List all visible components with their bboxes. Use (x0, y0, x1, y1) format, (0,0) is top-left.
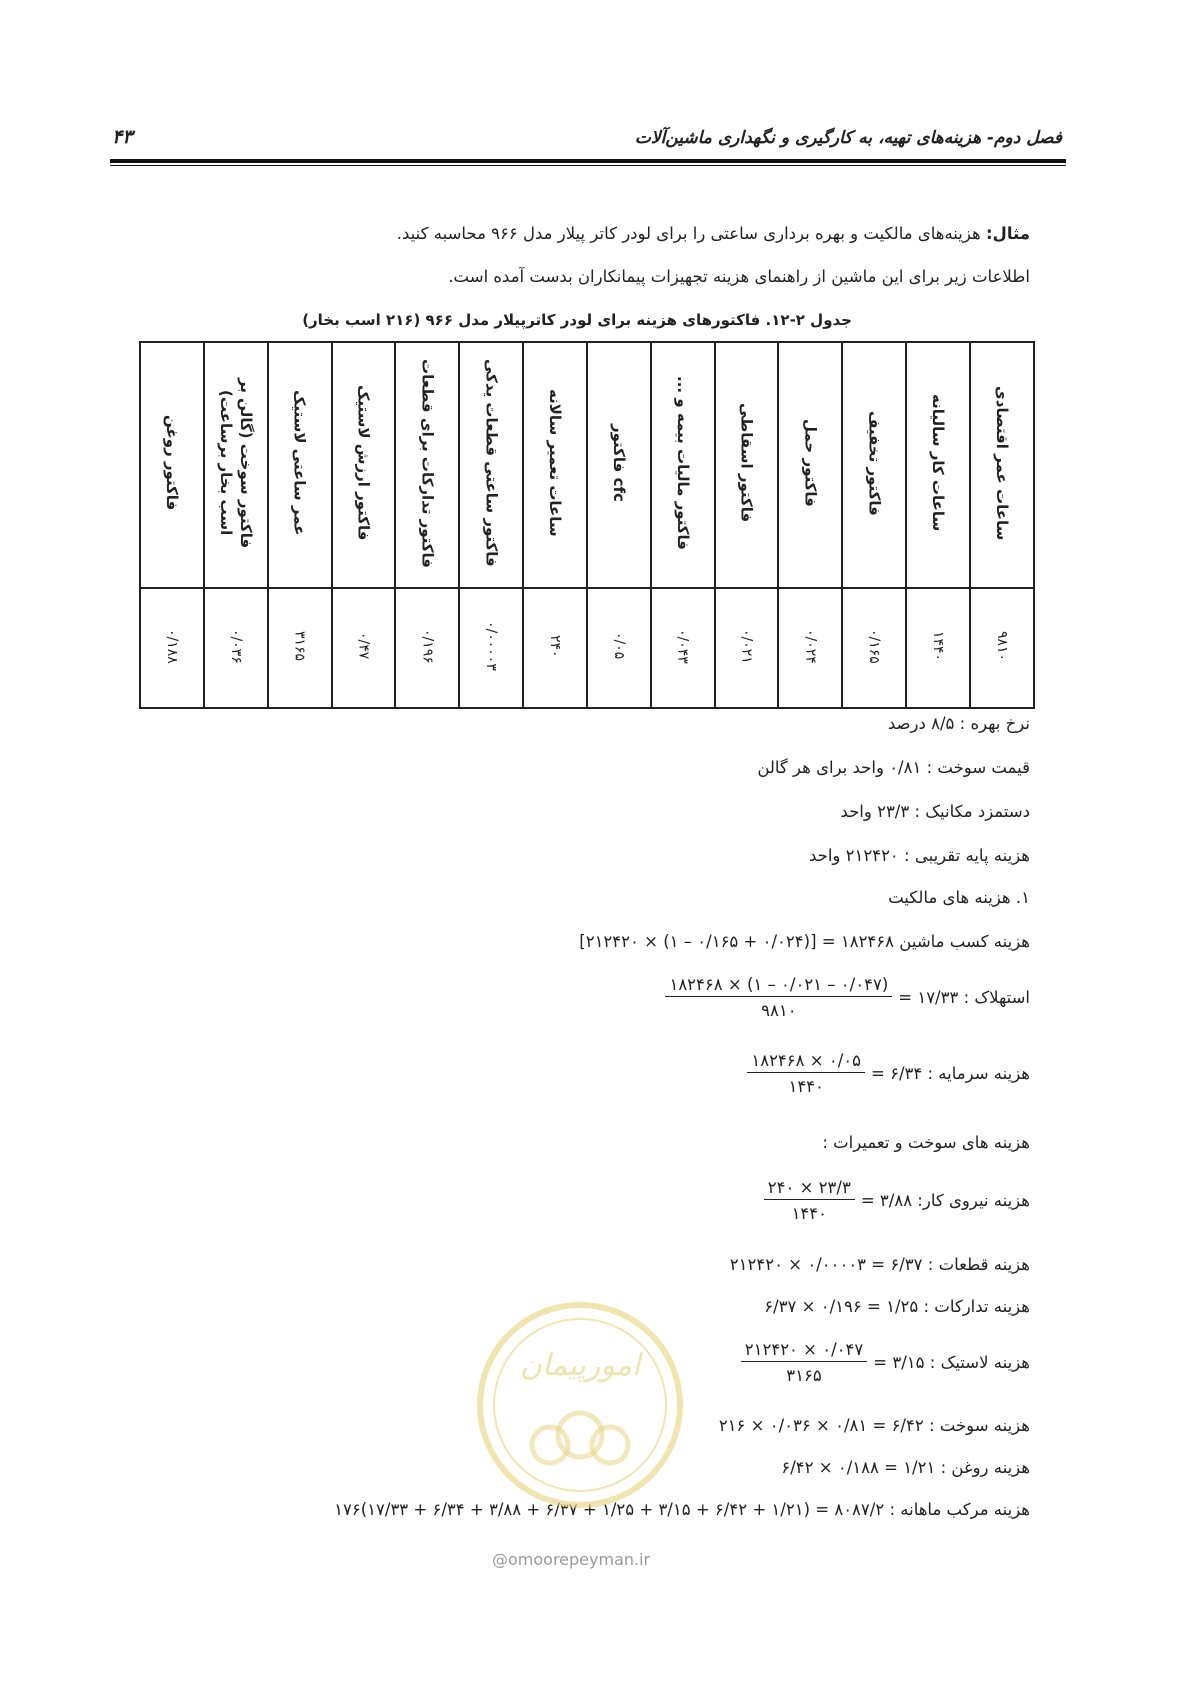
column-header: فاکتور اسقاطی (737, 403, 756, 523)
column-header: فاکتور روغن (163, 415, 182, 511)
header-cell (459, 342, 523, 588)
value-cell (204, 588, 268, 708)
header-cell (970, 342, 1034, 588)
fraction-numerator: ۲۳/۳ × ۲۴۰ (764, 1178, 855, 1200)
column-value: ۰/۰۵ (610, 632, 627, 660)
column-header: فاکتور تدارکات برای قطعات (418, 358, 437, 568)
header-cell (906, 342, 970, 588)
depreciation-equation (659, 975, 1030, 1020)
cost-factors-table (139, 341, 1035, 709)
labor-fraction (764, 1178, 855, 1223)
tire-equation (735, 1340, 1030, 1385)
table-value-row (140, 588, 1034, 708)
header-cell (587, 342, 651, 588)
column-value: ۰/۱۸۸ (163, 628, 180, 664)
value-cell (523, 588, 587, 708)
purchase-cost: هزینه کسب ماشین ۱۸۲۴۶۸ = [(۰/۰۲۴ + ۰/۱۶۵ – ۱) × ۲۱۲۴۲۰] (579, 932, 1030, 951)
column-value: ۰/۱۹۶ (419, 628, 436, 664)
fraction-numerator: (۰/۰۴۷ – ۰/۰۲۱ – ۱) × ۱۸۲۴۶۸ (665, 975, 892, 997)
column-value: ۹۸۱۰ (993, 630, 1010, 662)
fraction-denominator: ۹۸۱۰ (761, 1001, 797, 1020)
watermark-text: امورپیمان (519, 1348, 641, 1383)
header-cell (268, 342, 332, 588)
capital-fraction (747, 1051, 865, 1096)
labor-equation (758, 1178, 1030, 1223)
column-value: ۰/۰۲۴ (802, 628, 819, 664)
column-value: ۰/۰۴۳ (674, 628, 691, 664)
column-value: ۰/۰۰۰۰۳ (483, 621, 500, 671)
value-cell (459, 588, 523, 708)
column-header: فاکتور مالیات بیمه و ... (673, 376, 692, 550)
depreciation-fraction (665, 975, 892, 1020)
header-cell (715, 342, 779, 588)
fraction-denominator: ۱۴۴۰ (788, 1077, 824, 1096)
header-cell (140, 342, 204, 588)
fraction-denominator: ۳۱۶۵ (786, 1366, 822, 1385)
value-cell (970, 588, 1034, 708)
value-cell (332, 588, 396, 708)
fraction-numerator: ۰/۰۴۷ × ۲۱۲۴۲۰ (741, 1340, 868, 1362)
chapter-title: فصل دوم- هزینه‌های تهیه، به کارگیری و نگهداری ماشین‌آلات (634, 128, 1062, 148)
column-header: ساعات تعمیر سالانه (546, 389, 565, 537)
column-header: فاکتور تخفیف (865, 410, 884, 516)
column-value: ۰/۰۲۱ (738, 628, 755, 664)
fuel-cost: هزینه سوخت : ۶/۴۲ = ۰/۸۱ × ۰/۰۳۶ × ۲۱۶ (718, 1416, 1030, 1435)
table-caption: جدول ۲-۱۲. فاکتورهای هزینه برای لودر کاترپیلار مدل ۹۶۶ (۲۱۶ اسب بخار) (302, 311, 852, 329)
depreciation-label: استهلاک : ۱۷/۳۳ = (898, 988, 1030, 1007)
example-line-1 (397, 224, 1030, 243)
mechanic-wage: دستمزد مکانیک : ۲۳/۳ واحد (840, 802, 1030, 821)
header-cell (778, 342, 842, 588)
parts-cost: هزینه قطعات : ۶/۳۷ = ۰/۰۰۰۰۳ × ۲۱۲۴۲۰ (729, 1255, 1030, 1274)
ownership-heading: ۱. هزینه های مالکیت (888, 888, 1030, 907)
fraction-numerator: ۰/۰۵ × ۱۸۲۴۶۸ (747, 1051, 865, 1073)
column-value: ۰/۱۶۵ (866, 628, 883, 664)
example-label: مثال: (985, 224, 1030, 243)
column-value: ۰/۴۷ (355, 632, 372, 660)
capital-label: هزینه سرمایه : ۶/۳۴ = (871, 1064, 1030, 1083)
base-cost: هزینه پایه تقریبی : ۲۱۲۴۲۰ واحد (808, 846, 1030, 865)
watermark-site: @omoorepeyman.ir (492, 1550, 651, 1569)
header-cell (651, 342, 715, 588)
column-header: cfc فاکتور (609, 424, 628, 502)
header-rule-thin (110, 165, 1066, 166)
operating-heading: هزینه های سوخت و تعمیرات : (822, 1133, 1030, 1152)
value-cell (587, 588, 651, 708)
capital-equation (741, 1051, 1030, 1096)
page-number: ۴۳ (112, 126, 133, 148)
header-cell (395, 342, 459, 588)
oil-cost: هزینه روغن : ۱/۲۱ = ۰/۱۸۸ × ۶/۴۲ (781, 1458, 1030, 1477)
header-cell (332, 342, 396, 588)
value-cell (140, 588, 204, 708)
column-value: ۳۱۶۵ (291, 630, 308, 662)
column-header: فاکتور سوخت (گالن بر اسب بخار برساعت) (216, 377, 256, 549)
column-value: ۲۴۰ (546, 634, 563, 658)
column-value: ۱۴۴۰ (930, 630, 947, 662)
column-header: فاکتور ساعتی قطعات یدکی (482, 359, 501, 567)
column-header: ساعات عمر اقتصادی (993, 385, 1012, 541)
header-cell (523, 342, 587, 588)
header-rule-thick (110, 159, 1066, 163)
watermark-seal (470, 1295, 690, 1515)
value-cell (651, 588, 715, 708)
fraction-denominator: ۱۴۴۰ (791, 1204, 828, 1223)
tire-label: هزینه لاستیک : ۳/۱۵ = (873, 1353, 1030, 1372)
total-hourly-cost: هزینه مرکب ماهانه : ۸۰۸۷/۲ = (۱/۲۱ + ۶/۴۲ + ۳/۱۵ + ۱/۲۵ + ۶/۳۷ + ۳/۸۸ + ۶/۳۴ + ۱۷/۳۳)۱۷۶ (334, 1500, 1030, 1519)
value-cell (268, 588, 332, 708)
header-cell (842, 342, 906, 588)
column-header: فاکتور حمل (801, 419, 820, 507)
value-cell (715, 588, 779, 708)
labor-label: هزینه نیروی کار: ۳/۸۸ = (860, 1191, 1030, 1210)
header-cell (204, 342, 268, 588)
value-cell (778, 588, 842, 708)
example-line-2: اطلاعات زیر برای این ماشین از راهنمای هزینه تجهیزات پیمانکاران بدست آمده است. (448, 267, 1030, 286)
supplies-cost: هزینه تدارکات : ۱/۲۵ = ۰/۱۹۶ × ۶/۳۷ (764, 1297, 1030, 1316)
column-header: فاکتور ارزش لاستیک (354, 385, 373, 541)
table-header-row (140, 342, 1034, 588)
column-value: ۰/۰۳۶ (227, 628, 244, 664)
value-cell (395, 588, 459, 708)
tire-fraction (741, 1340, 868, 1385)
value-cell (842, 588, 906, 708)
fuel-price: قیمت سوخت : ۰/۸۱ واحد برای هر گالن (757, 758, 1030, 777)
example-text-1: هزینه‌های مالکیت و بهره برداری ساعتی را برای لودر کاتر پیلار مدل ۹۶۶ محاسبه کنید. (396, 224, 981, 243)
interest-rate: نرخ بهره : ۸/۵ درصد (887, 714, 1030, 733)
value-cell (906, 588, 970, 708)
column-header: ساعات کار سالیانه (929, 394, 948, 532)
column-header: عمر ساعتی لاستیک (290, 390, 309, 536)
